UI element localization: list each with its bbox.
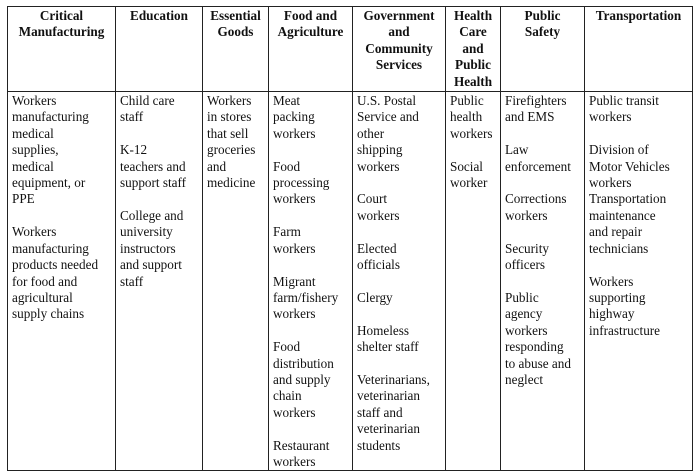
header-essential-goods: Essential Goods — [203, 7, 269, 92]
cell-public-safety: Firefighters and EMS Law enforcement Corrections workers Security officers Public agency workers responding to abuse and neglect — [501, 92, 585, 471]
cell-food-agriculture: Meat packing workers Food processing workers Farm workers Migrant farm/fishery workers Food distribution and supply chain workers Restaurant workers — [269, 92, 353, 471]
cell-government-community: U.S. Postal Service and other shipping workers Court workers Elected officials Clergy Homeless shelter staff Veterinarians, veterinarian staff and veterinarian students — [353, 92, 446, 471]
cell-essential-goods: Workers in stores that sell groceries and medicine — [203, 92, 269, 471]
cell-critical-manufacturing: Workers manufacturing medical supplies, medical equipment, or PPE Workers manufacturing products needed for food and agricultural supply chains — [8, 92, 116, 471]
header-row — [8, 7, 693, 92]
table-row — [8, 92, 693, 471]
essential-workers-table — [7, 6, 693, 471]
header-health-care: Health Care and Public Health — [446, 7, 501, 92]
cell-transportation: Public transit workers Division of Motor Vehicles workers Transportation maintenance and repair technicians Workers supporting highway infrastructure — [585, 92, 693, 471]
header-food-agriculture: Food and Agriculture — [269, 7, 353, 92]
cell-education: Child care staff K-12 teachers and support staff College and university instructors and support staff — [116, 92, 203, 471]
header-government-community: Government and Community Services — [353, 7, 446, 92]
cell-health-care: Public health workers Social worker — [446, 92, 501, 471]
header-public-safety: Public Safety — [501, 7, 585, 92]
header-education: Education — [116, 7, 203, 92]
header-transportation: Transportation — [585, 7, 693, 92]
header-critical-manufacturing: Critical Manufacturing — [8, 7, 116, 92]
